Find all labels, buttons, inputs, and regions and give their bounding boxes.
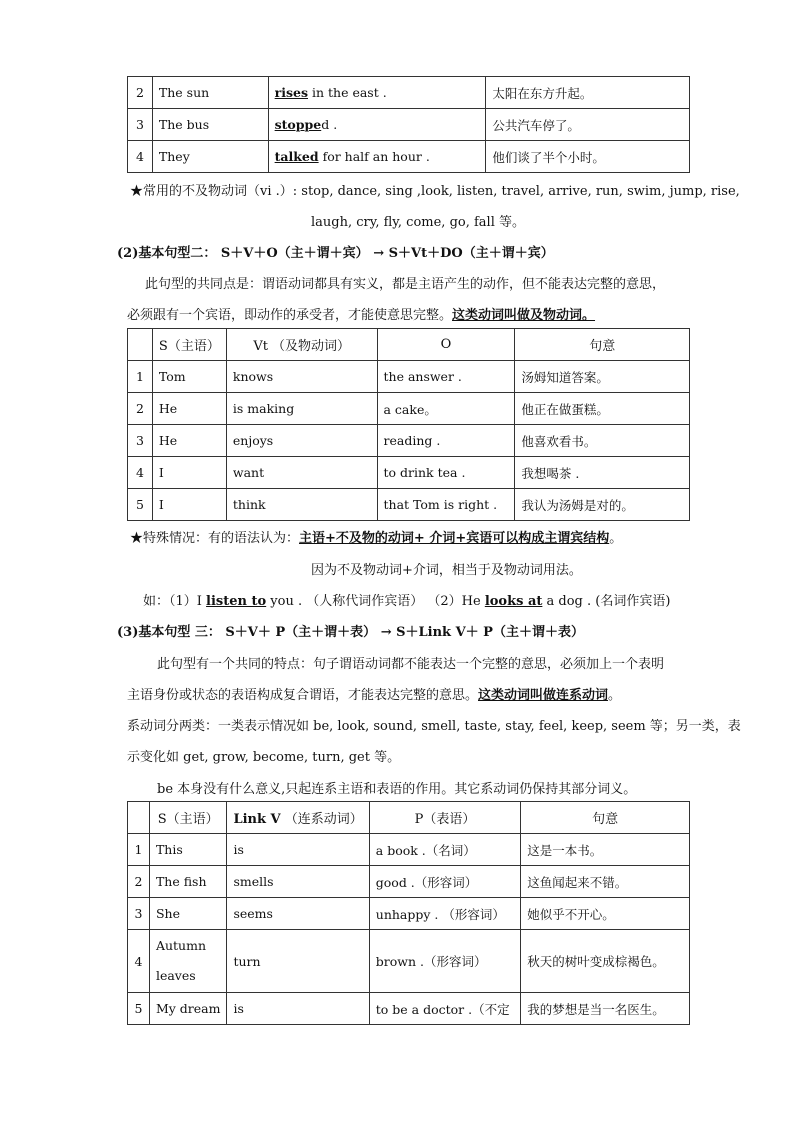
- section3-para-line1: 此句型有一个共同的特点：句子谓语动词都不能表达一个完整的意思，必须加上一个表明: [157, 657, 665, 672]
- section3-para-line4: 示变化如 get, grow, become, turn, get 等。: [127, 750, 401, 765]
- table-row: 2 The sun rises in the east . 太阳在东方升起。: [128, 77, 690, 109]
- table-row: 1 This is a book .（名词） 这是一本书。: [128, 834, 690, 866]
- transitive-table: [127, 328, 690, 521]
- vi-note-line1: ★常用的不及物动词（vi .）: stop, dance, sing ,look, listen, travel, arrive, run, swim, jump, rise,: [130, 184, 740, 199]
- table-row: 5 My dream is to be a doctor .（不定 我的梦想是当一名医生。: [128, 993, 690, 1025]
- table-row: 5 I think that Tom is right . 我认为汤姆是对的。: [128, 489, 690, 521]
- special-case-example: 如：（1）I listen to you . （人称代词作宾语） （2）He looks at a dog . (名词作宾语): [143, 594, 671, 609]
- table-header-row: S（主语） Vt （及物动词） O 句意: [128, 329, 690, 361]
- table-row: 4 I want to drink tea . 我想喝茶 .: [128, 457, 690, 489]
- table-row: 2 The fish smells good .（形容词） 这鱼闻起来不错。: [128, 866, 690, 898]
- table-row: 3 He enjoys reading . 他喜欢看书。: [128, 425, 690, 457]
- table-row: 3 She seems unhappy . （形容词） 她似乎不开心。: [128, 898, 690, 930]
- table-row: 4 Autumn leaves turn brown .（形容词） 秋天的树叶变成棕褐色。: [128, 930, 690, 993]
- special-case-line2: 因为不及物动词+介词，相当于及物动词用法。: [311, 563, 582, 578]
- section2-para-line1: 此句型的共同点是：谓语动词都具有实义，都是主语产生的动作，但不能表达完整的意思，: [145, 277, 666, 292]
- table-header-row: S（主语） Link V （连系动词） P（表语） 句意: [128, 802, 690, 834]
- table-row: 3 The bus stopped . 公共汽车停了。: [128, 109, 690, 141]
- table-row: 4 They talked for half an hour . 他们谈了半个小时。: [128, 141, 690, 173]
- section3-heading: (3)基本句型 三： S＋V＋ P（主＋谓＋表） → S＋Link V＋ P（主＋谓＋表）: [117, 625, 584, 640]
- section2-heading: (2)基本句型二： S＋V＋O（主＋谓＋宾） → S＋Vt＋DO（主＋谓＋宾）: [117, 246, 554, 261]
- linking-verb-table: [127, 801, 690, 1025]
- section3-para-line3: 系动词分两类：一类表示情况如 be, look, sound, smell, taste, stay, feel, keep, seem 等；另一类，表: [127, 719, 741, 734]
- section3-para-line5: be 本身没有什么意义,只起连系主语和表语的作用。其它系动词仍保持其部分词义。: [157, 782, 637, 797]
- table-row: 2 He is making a cake。 他正在做蛋糕。: [128, 393, 690, 425]
- table-row: 1 Tom knows the answer . 汤姆知道答案。: [128, 361, 690, 393]
- section2-para-line2: 必须跟有一个宾语，即动作的承受者，才能使意思完整。这类动词叫做及物动词。: [127, 308, 596, 323]
- special-case-line1: ★特殊情况：有的语法认为：主语+不及物的动词+ 介词+宾语可以构成主谓宾结构。: [130, 531, 623, 546]
- section3-para-line2: 主语身份或状态的表语构成复合谓语，才能表达完整的意思。这类动词叫做连系动词。: [127, 688, 622, 703]
- intransitive-table: [127, 76, 690, 173]
- vi-note-line2: laugh, cry, fly, come, go, fall 等。: [311, 215, 525, 230]
